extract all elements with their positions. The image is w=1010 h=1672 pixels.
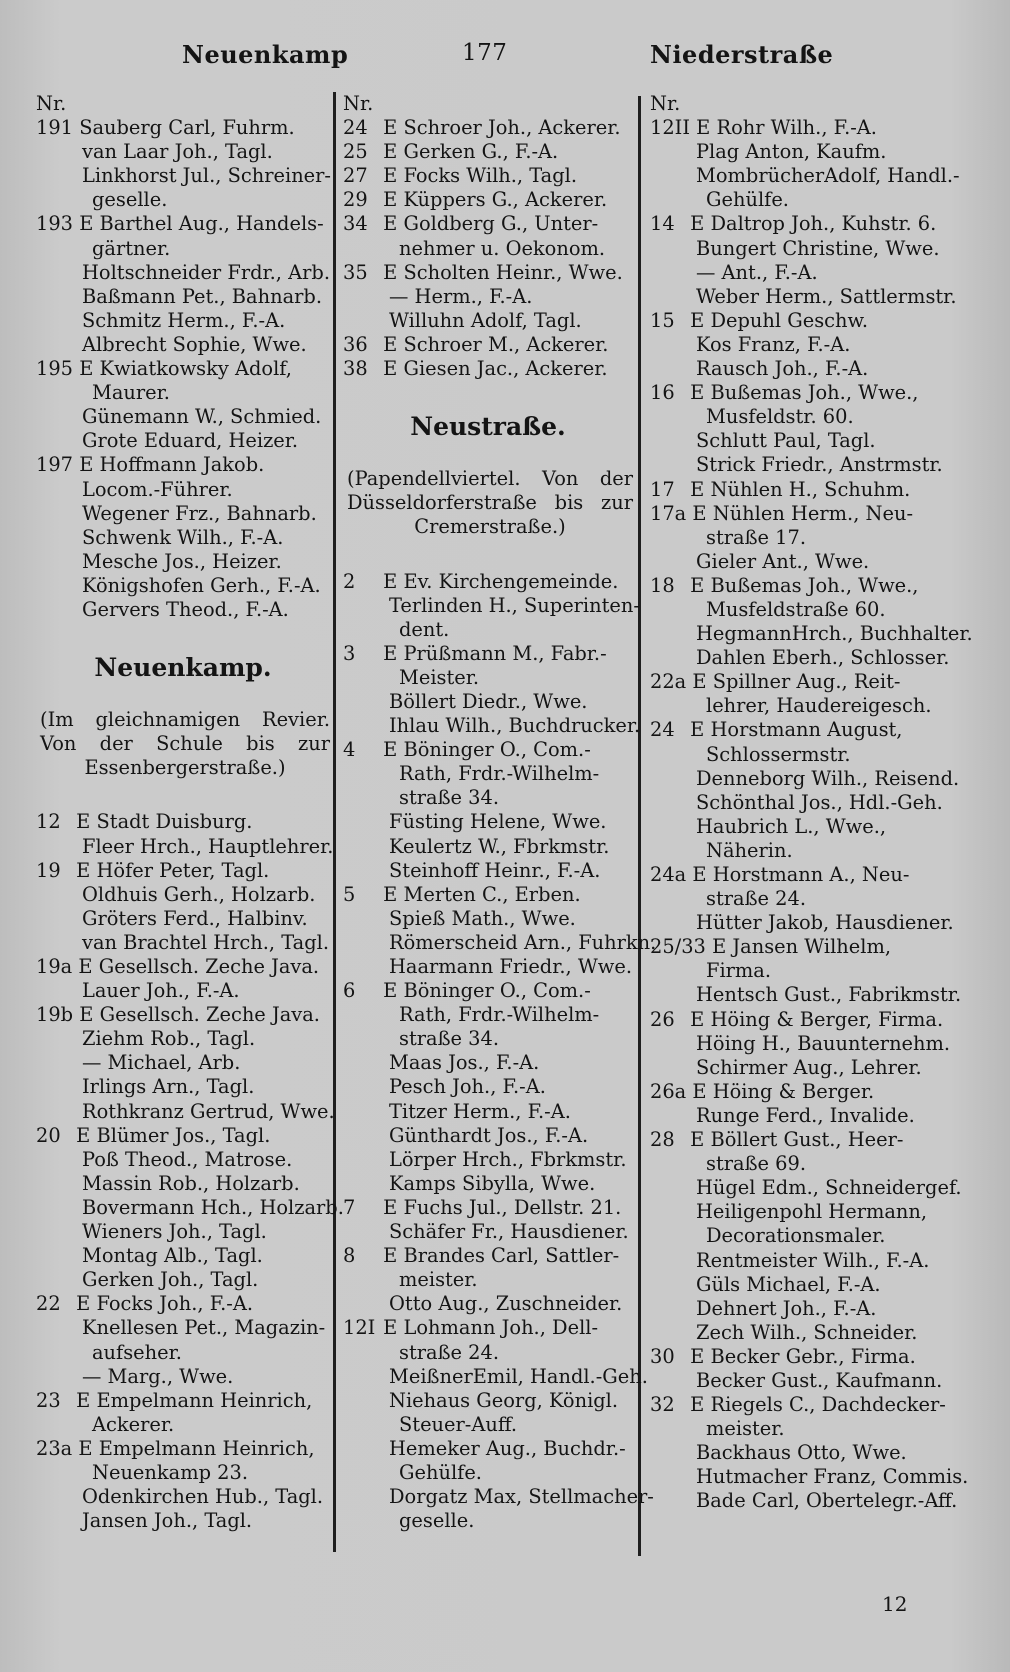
resident-line: HegmannHrch., Buchhalter. — [696, 622, 973, 646]
entry-text: E Spillner Aug., Reit- — [692, 670, 901, 694]
resident-line: Albrecht Sophie, Wwe. — [82, 332, 307, 356]
resident-line: — Ant., F.-A. — [696, 260, 818, 284]
section-note: (Papendellviertel. Von der Düsseldorferstraße bis zur Cremerstraße.) — [347, 467, 633, 539]
house-number: 29 — [343, 188, 368, 212]
resident-line: Römerscheid Arn., Fuhrkn. — [389, 930, 657, 954]
entry-text: E Höfer Peter, Tagl. — [76, 858, 270, 882]
resident-line: Irlings Arn., Tagl. — [82, 1075, 255, 1099]
resident-line: Güls Michael, F.-A. — [696, 1272, 881, 1296]
resident-line: Willuhn Adolf, Tagl. — [389, 308, 582, 332]
house-number: 34 — [343, 212, 368, 236]
entry-text: E Böninger O., Com.- — [383, 979, 591, 1003]
resident-line: Titzer Herm., F.-A. — [389, 1099, 571, 1123]
continuation-line: nehmer u. Oekonom. — [399, 236, 606, 260]
resident-line: Denneborg Wilh., Reisend. — [696, 766, 960, 790]
house-entry — [343, 164, 633, 188]
column-rule-left — [333, 92, 336, 1552]
house-entry — [343, 333, 633, 357]
entry-text: E Merten C., Erben. — [383, 882, 581, 906]
entry-text: E Brandes Carl, Sattler- — [383, 1244, 620, 1268]
entry-text: E Kwiatkowsky Adolf, — [79, 357, 292, 381]
house-number: 12I — [343, 1316, 376, 1340]
house-entry — [650, 309, 940, 333]
resident-line: Backhaus Otto, Wwe. — [696, 1441, 907, 1465]
house-entry — [343, 357, 633, 381]
house-entry — [343, 212, 633, 236]
house-number: 25/33 — [650, 935, 706, 959]
entry-text: E Prüßmann M., Fabr.- — [383, 641, 607, 665]
house-entry — [650, 1007, 944, 1032]
continuation-line: Näherin. — [706, 838, 793, 862]
section-note: (Im gleichnamigen Revier. Von der Schule bis zur Essenbergerstraße.) — [40, 708, 330, 780]
house-entry — [650, 381, 940, 405]
resident-line: Niehaus Georg, Königl. — [389, 1388, 619, 1412]
house-number: 7 — [343, 1195, 356, 1219]
house-number: 24 — [343, 116, 368, 140]
resident-line: Lörper Hrch., Fbrkmstr. — [389, 1147, 627, 1171]
house-entry — [650, 1128, 940, 1152]
continuation-line: Decorationsmaler. — [706, 1224, 886, 1248]
resident-line: Dehnert Joh., F.-A. — [696, 1296, 877, 1320]
continuation-line: straße 34. — [399, 786, 500, 810]
continuation-line: straße 24. — [399, 1340, 500, 1364]
resident-line: Maas Jos., F.-A. — [389, 1051, 540, 1075]
column-label: Nr. — [343, 92, 374, 115]
house-entry — [36, 955, 330, 979]
house-number: 32 — [650, 1393, 675, 1417]
resident-line: Oldhuis Gerh., Holzarb. — [82, 882, 316, 906]
house-number: 5 — [343, 882, 356, 906]
continuation-line: straße 24. — [706, 887, 807, 911]
house-entry — [36, 1389, 330, 1413]
house-number: 6 — [343, 979, 356, 1003]
continuation-line: meister. — [706, 1417, 785, 1441]
house-number: 25 — [343, 140, 368, 164]
resident-line: Otto Aug., Zuschneider. — [389, 1292, 623, 1316]
resident-line: Pesch Joh., F.-A. — [389, 1075, 546, 1099]
house-number: 3 — [343, 641, 356, 665]
entry-text: E Depuhl Geschw. — [690, 308, 868, 332]
entry-text: E Höing & Berger. — [692, 1079, 875, 1103]
continuation-line: geselle. — [92, 188, 168, 212]
continuation-line: Gehülfe. — [706, 188, 789, 212]
entry-text: E Empelmann Heinrich, — [78, 1436, 315, 1460]
column-label: Nr. — [36, 92, 67, 115]
house-number: 35 — [343, 260, 368, 284]
continuation-line: aufseher. — [92, 1340, 182, 1364]
house-entry — [650, 718, 940, 742]
entry-text: E Scholten Heinr., Wwe. — [383, 260, 623, 284]
house-number: 15 — [650, 308, 675, 332]
resident-line: Günemann W., Schmied. — [82, 405, 322, 429]
house-number: 17a — [650, 501, 687, 525]
resident-line: — Marg., Wwe. — [82, 1364, 234, 1388]
resident-line: Schirmer Aug., Lehrer. — [696, 1055, 922, 1079]
resident-line: Schäfer Fr., Hausdiener. — [389, 1220, 629, 1244]
house-number: 19a — [36, 955, 73, 978]
entry-text: E Barthel Aug., Handels- — [79, 212, 324, 236]
resident-line: Wieners Joh., Tagl. — [82, 1220, 267, 1244]
resident-line: Plag Anton, Kaufm. — [696, 140, 887, 164]
house-entry — [650, 1080, 940, 1104]
continuation-line: meister. — [399, 1268, 478, 1292]
house-number: 23a — [36, 1436, 73, 1460]
resident-line: Ziehm Rob., Tagl. — [82, 1027, 256, 1051]
continuation-line: Musfeldstraße 60. — [706, 597, 886, 621]
resident-line: Gieler Ant., Wwe. — [696, 549, 870, 573]
resident-line: Bade Carl, Obertelegr.-Aff. — [696, 1489, 958, 1513]
house-number: 19 — [36, 858, 61, 882]
resident-line: Gerken Joh., Tagl. — [82, 1268, 259, 1292]
resident-line: Böllert Diedr., Wwe. — [389, 689, 588, 713]
entry-text: E Bußemas Joh., Wwe., — [690, 573, 919, 597]
house-number: 193 — [36, 212, 74, 236]
house-number: 12 — [36, 810, 61, 834]
entry-text: E Gesellsch. Zeche Java. — [79, 1003, 320, 1027]
entry-text: E Rohr Wilh., F.-A. — [696, 116, 877, 140]
entry-text: E Gerken G., F.-A. — [383, 140, 559, 164]
resident-line: Rothkranz Gertrud, Wwe. — [82, 1099, 335, 1123]
resident-line: Bungert Christine, Wwe. — [696, 236, 940, 260]
entry-text: E Bußemas Joh., Wwe., — [690, 381, 919, 405]
entry-text: E Riegels C., Dachdecker- — [690, 1393, 946, 1417]
house-number: 38 — [343, 357, 368, 381]
entry-text: E Schroer Joh., Ackerer. — [383, 116, 621, 140]
entry-text: E Stadt Duisburg. — [76, 810, 253, 834]
house-entry — [36, 1292, 330, 1316]
entry-text: E Blümer Jos., Tagl. — [76, 1123, 271, 1147]
resident-line: Gröters Ferd., Halbinv. — [82, 906, 308, 930]
entry-text: E Böllert Gust., Heer- — [690, 1128, 904, 1152]
resident-line: Strick Friedr., Anstrmstr. — [696, 453, 943, 477]
footer-page-number: 12 — [882, 1592, 908, 1616]
resident-line: Hütter Jakob, Hausdiener. — [696, 911, 954, 935]
running-head-right: Niederstraße — [650, 40, 834, 69]
resident-line: Grote Eduard, Heizer. — [82, 429, 299, 453]
resident-line: Gervers Theod., F.-A. — [82, 597, 289, 621]
column-3 — [650, 92, 973, 1514]
house-number: 8 — [343, 1244, 356, 1268]
resident-line: Höing H., Bauunternehm. — [696, 1031, 951, 1055]
resident-line: van Laar Joh., Tagl. — [82, 140, 273, 164]
house-entry — [343, 883, 633, 907]
entry-text: E Horstmann A., Neu- — [692, 863, 910, 886]
house-entry — [650, 574, 940, 598]
entry-text: E Giesen Jac., Ackerer. — [383, 357, 608, 381]
resident-line: Mesche Jos., Heizer. — [82, 549, 282, 573]
resident-line: Runge Ferd., Invalide. — [696, 1103, 915, 1127]
house-entry — [36, 453, 330, 477]
house-number: 12II — [650, 116, 690, 140]
house-entry — [36, 116, 330, 140]
house-entry — [650, 863, 940, 887]
resident-line: Hutmacher Franz, Commis. — [696, 1465, 969, 1489]
entry-text: E Nühlen Herm., Neu- — [692, 501, 914, 525]
continuation-line: Neuenkamp 23. — [92, 1460, 249, 1484]
continuation-line: straße 17. — [706, 525, 807, 549]
house-entry — [650, 116, 940, 140]
house-number: 191 — [36, 116, 74, 140]
house-number: 24a — [650, 863, 687, 886]
house-entry — [650, 670, 940, 694]
resident-line: Poß Theod., Matrose. — [82, 1147, 293, 1171]
entry-text: E Schroer M., Ackerer. — [383, 332, 609, 356]
running-head-left: Neuenkamp — [182, 40, 349, 69]
house-number: 16 — [650, 381, 675, 405]
house-number: 20 — [36, 1123, 61, 1147]
column-label: Nr. — [650, 92, 681, 115]
continuation-line: Rath, Frdr.-Wilhelm- — [399, 1003, 600, 1027]
resident-line: Massin Rob., Holzarb. — [82, 1171, 300, 1195]
house-entry — [343, 738, 633, 762]
resident-line: Terlinden H., Superinten- — [389, 593, 640, 617]
entry-text: E Höing & Berger, Firma. — [690, 1007, 944, 1031]
column-2 — [343, 92, 657, 1533]
continuation-line: Schlossermstr. — [706, 742, 851, 766]
resident-line: Fleer Hrch., Hauptlehrer. — [82, 834, 334, 858]
house-number: 19b — [36, 1003, 74, 1027]
resident-line: Dahlen Eberh., Schlosser. — [696, 646, 950, 670]
resident-line: MombrücherAdolf, Handl.- — [696, 164, 960, 188]
resident-line: Wegener Frz., Bahnarb. — [82, 501, 317, 525]
continuation-line: Ackerer. — [92, 1412, 175, 1436]
resident-line: Montag Alb., Tagl. — [82, 1244, 263, 1268]
house-entry — [650, 502, 940, 526]
section-title: Neustraße. — [410, 412, 566, 442]
continuation-line: Gehülfe. — [399, 1460, 482, 1484]
house-number: 18 — [650, 573, 675, 597]
resident-line: Hügel Edm., Schneidergef. — [696, 1176, 962, 1200]
house-entry — [343, 140, 633, 164]
resident-line: Rausch Joh., F.-A. — [696, 357, 869, 381]
house-number: 22a — [650, 670, 687, 694]
house-entry — [36, 212, 330, 236]
house-number: 17 — [650, 477, 675, 501]
house-number: 2 — [343, 569, 356, 593]
entry-text: E Küppers G., Ackerer. — [383, 188, 608, 212]
entry-text: E Focks Joh., F.-A. — [76, 1292, 254, 1316]
entry-text: E Empelmann Heinrich, — [76, 1388, 313, 1412]
house-entry — [343, 1244, 633, 1268]
resident-line: Schlutt Paul, Tagl. — [696, 429, 876, 453]
continuation-line: Meister. — [399, 665, 480, 689]
house-entry — [36, 357, 330, 381]
column-rule-right — [638, 96, 641, 1556]
entry-text: E Lohmann Joh., Dell- — [383, 1316, 599, 1340]
resident-line: Königshofen Gerh., F.-A. — [82, 573, 321, 597]
continuation-line: lehrer, Haudereigesch. — [706, 694, 932, 718]
house-entry — [36, 1003, 330, 1027]
continuation-line: Maurer. — [92, 381, 170, 405]
house-entry — [343, 1196, 633, 1220]
house-entry — [650, 212, 940, 236]
entry-text: E Nühlen H., Schuhm. — [690, 477, 911, 501]
resident-line: Schmitz Herm., F.-A. — [82, 308, 286, 332]
resident-line: Haubrich L., Wwe., — [696, 814, 887, 838]
resident-line: Knellesen Pet., Magazin- — [82, 1316, 326, 1340]
house-entry — [650, 1345, 940, 1369]
entry-text: E Becker Gebr., Firma. — [690, 1344, 916, 1368]
resident-line: Günthardt Jos., F.-A. — [389, 1123, 589, 1147]
resident-line: Kamps Sibylla, Wwe. — [389, 1171, 596, 1195]
resident-line: Schönthal Jos., Hdl.-Geh. — [696, 790, 943, 814]
entry-text: E Ev. Kirchengemeinde. — [383, 569, 619, 593]
house-entry — [650, 1393, 946, 1417]
house-number: 195 — [36, 357, 74, 381]
resident-line: — Herm., F.-A. — [389, 284, 533, 308]
section-title: Neuenkamp. — [94, 653, 272, 683]
resident-line: Heiligenpohl Hermann, — [696, 1200, 928, 1224]
house-entry — [343, 261, 633, 285]
house-number: 26a — [650, 1079, 687, 1103]
column-1 — [36, 92, 344, 1533]
house-entry — [343, 642, 633, 666]
house-number: 22 — [36, 1292, 61, 1316]
resident-line: Becker Gust., Kaufmann. — [696, 1368, 943, 1392]
house-entry — [343, 979, 633, 1003]
continuation-line: Rath, Frdr.-Wilhelm- — [399, 762, 600, 786]
entry-text: E Jansen Wilhelm, — [712, 935, 891, 959]
continuation-line: Firma. — [706, 959, 772, 983]
resident-line: Linkhorst Jul., Schreiner- — [82, 164, 331, 188]
resident-line: — Michael, Arb. — [82, 1051, 241, 1075]
resident-line: Füsting Helene, Wwe. — [389, 810, 607, 834]
house-entry — [650, 478, 940, 502]
entry-text: E Fuchs Jul., Dellstr. 21. — [383, 1195, 622, 1219]
resident-line: Dorgatz Max, Stellmacher- — [389, 1485, 654, 1509]
house-number: 26 — [650, 1007, 675, 1031]
house-number: 24 — [650, 718, 675, 742]
continuation-line: Musfeldstr. 60. — [706, 405, 854, 429]
house-number: 36 — [343, 332, 368, 356]
house-entry — [343, 570, 633, 594]
entry-text: E Focks Wilh., Tagl. — [383, 164, 578, 188]
resident-line: Kos Franz, F.-A. — [696, 332, 851, 356]
house-number: 28 — [650, 1128, 675, 1152]
entry-text: E Böninger O., Com.- — [383, 738, 591, 762]
entry-text: E Gesellsch. Zeche Java. — [78, 955, 320, 978]
resident-line: van Brachtel Hrch., Tagl. — [82, 930, 330, 954]
resident-line: Odenkirchen Hub., Tagl. — [82, 1485, 324, 1509]
house-entry — [36, 1124, 330, 1148]
house-number: 23 — [36, 1388, 61, 1412]
resident-line: MeißnerEmil, Handl.-Geh. — [389, 1364, 648, 1388]
resident-line: Weber Herm., Sattlermstr. — [696, 284, 957, 308]
resident-line: Steinhoff Heinr., F.-A. — [389, 858, 601, 882]
entry-text: E Goldberg G., Unter- — [383, 212, 599, 236]
resident-line: Jansen Joh., Tagl. — [82, 1509, 253, 1533]
house-entry — [36, 859, 330, 883]
entry-text: Sauberg Carl, Fuhrm. — [79, 116, 295, 140]
entry-text: E Daltrop Joh., Kuhstr. 6. — [690, 212, 937, 236]
resident-line: Zech Wilh., Schneider. — [696, 1320, 918, 1344]
continuation-line: gärtner. — [92, 236, 171, 260]
house-entry — [343, 116, 633, 140]
house-number: 27 — [343, 164, 368, 188]
resident-line: Holtschneider Frdr., Arb. — [82, 260, 330, 284]
continuation-line: Steuer-Auff. — [399, 1412, 518, 1436]
resident-line: Ihlau Wilh., Buchdrucker. — [389, 714, 641, 738]
house-entry — [36, 810, 330, 834]
continuation-line: straße 34. — [399, 1027, 500, 1051]
entry-text: E Hoffmann Jakob. — [79, 453, 265, 477]
resident-line: Haarmann Friedr., Wwe. — [389, 955, 632, 978]
resident-line: Hemeker Aug., Buchdr.- — [389, 1436, 626, 1460]
resident-line: Lauer Joh., F.-A. — [82, 979, 240, 1003]
resident-line: Rentmeister Wilh., F.-A. — [696, 1248, 930, 1272]
resident-line: Schwenk Wilh., F.-A. — [82, 525, 284, 549]
house-entry — [343, 1316, 633, 1340]
house-entry — [650, 935, 940, 959]
resident-line: Spieß Math., Wwe. — [389, 906, 576, 930]
house-number: 30 — [650, 1344, 675, 1368]
house-entry — [36, 1437, 330, 1461]
resident-line: Locom.-Führer. — [82, 477, 233, 501]
page-number-header: 177 — [462, 40, 508, 66]
resident-line: Baßmann Pet., Bahnarb. — [82, 284, 322, 308]
house-entry — [343, 188, 633, 212]
continuation-line: dent. — [399, 617, 450, 641]
continuation-line: geselle. — [399, 1509, 475, 1533]
entry-text: E Horstmann August, — [690, 718, 903, 742]
continuation-line: straße 69. — [706, 1152, 807, 1176]
house-number: 14 — [650, 212, 675, 236]
house-number: 197 — [36, 453, 74, 477]
resident-line: Hentsch Gust., Fabrikmstr. — [696, 983, 962, 1007]
house-number: 4 — [343, 738, 356, 762]
resident-line: Keulertz W., Fbrkmstr. — [389, 834, 610, 858]
resident-line: Bovermann Hch., Holzarb. — [82, 1195, 344, 1219]
